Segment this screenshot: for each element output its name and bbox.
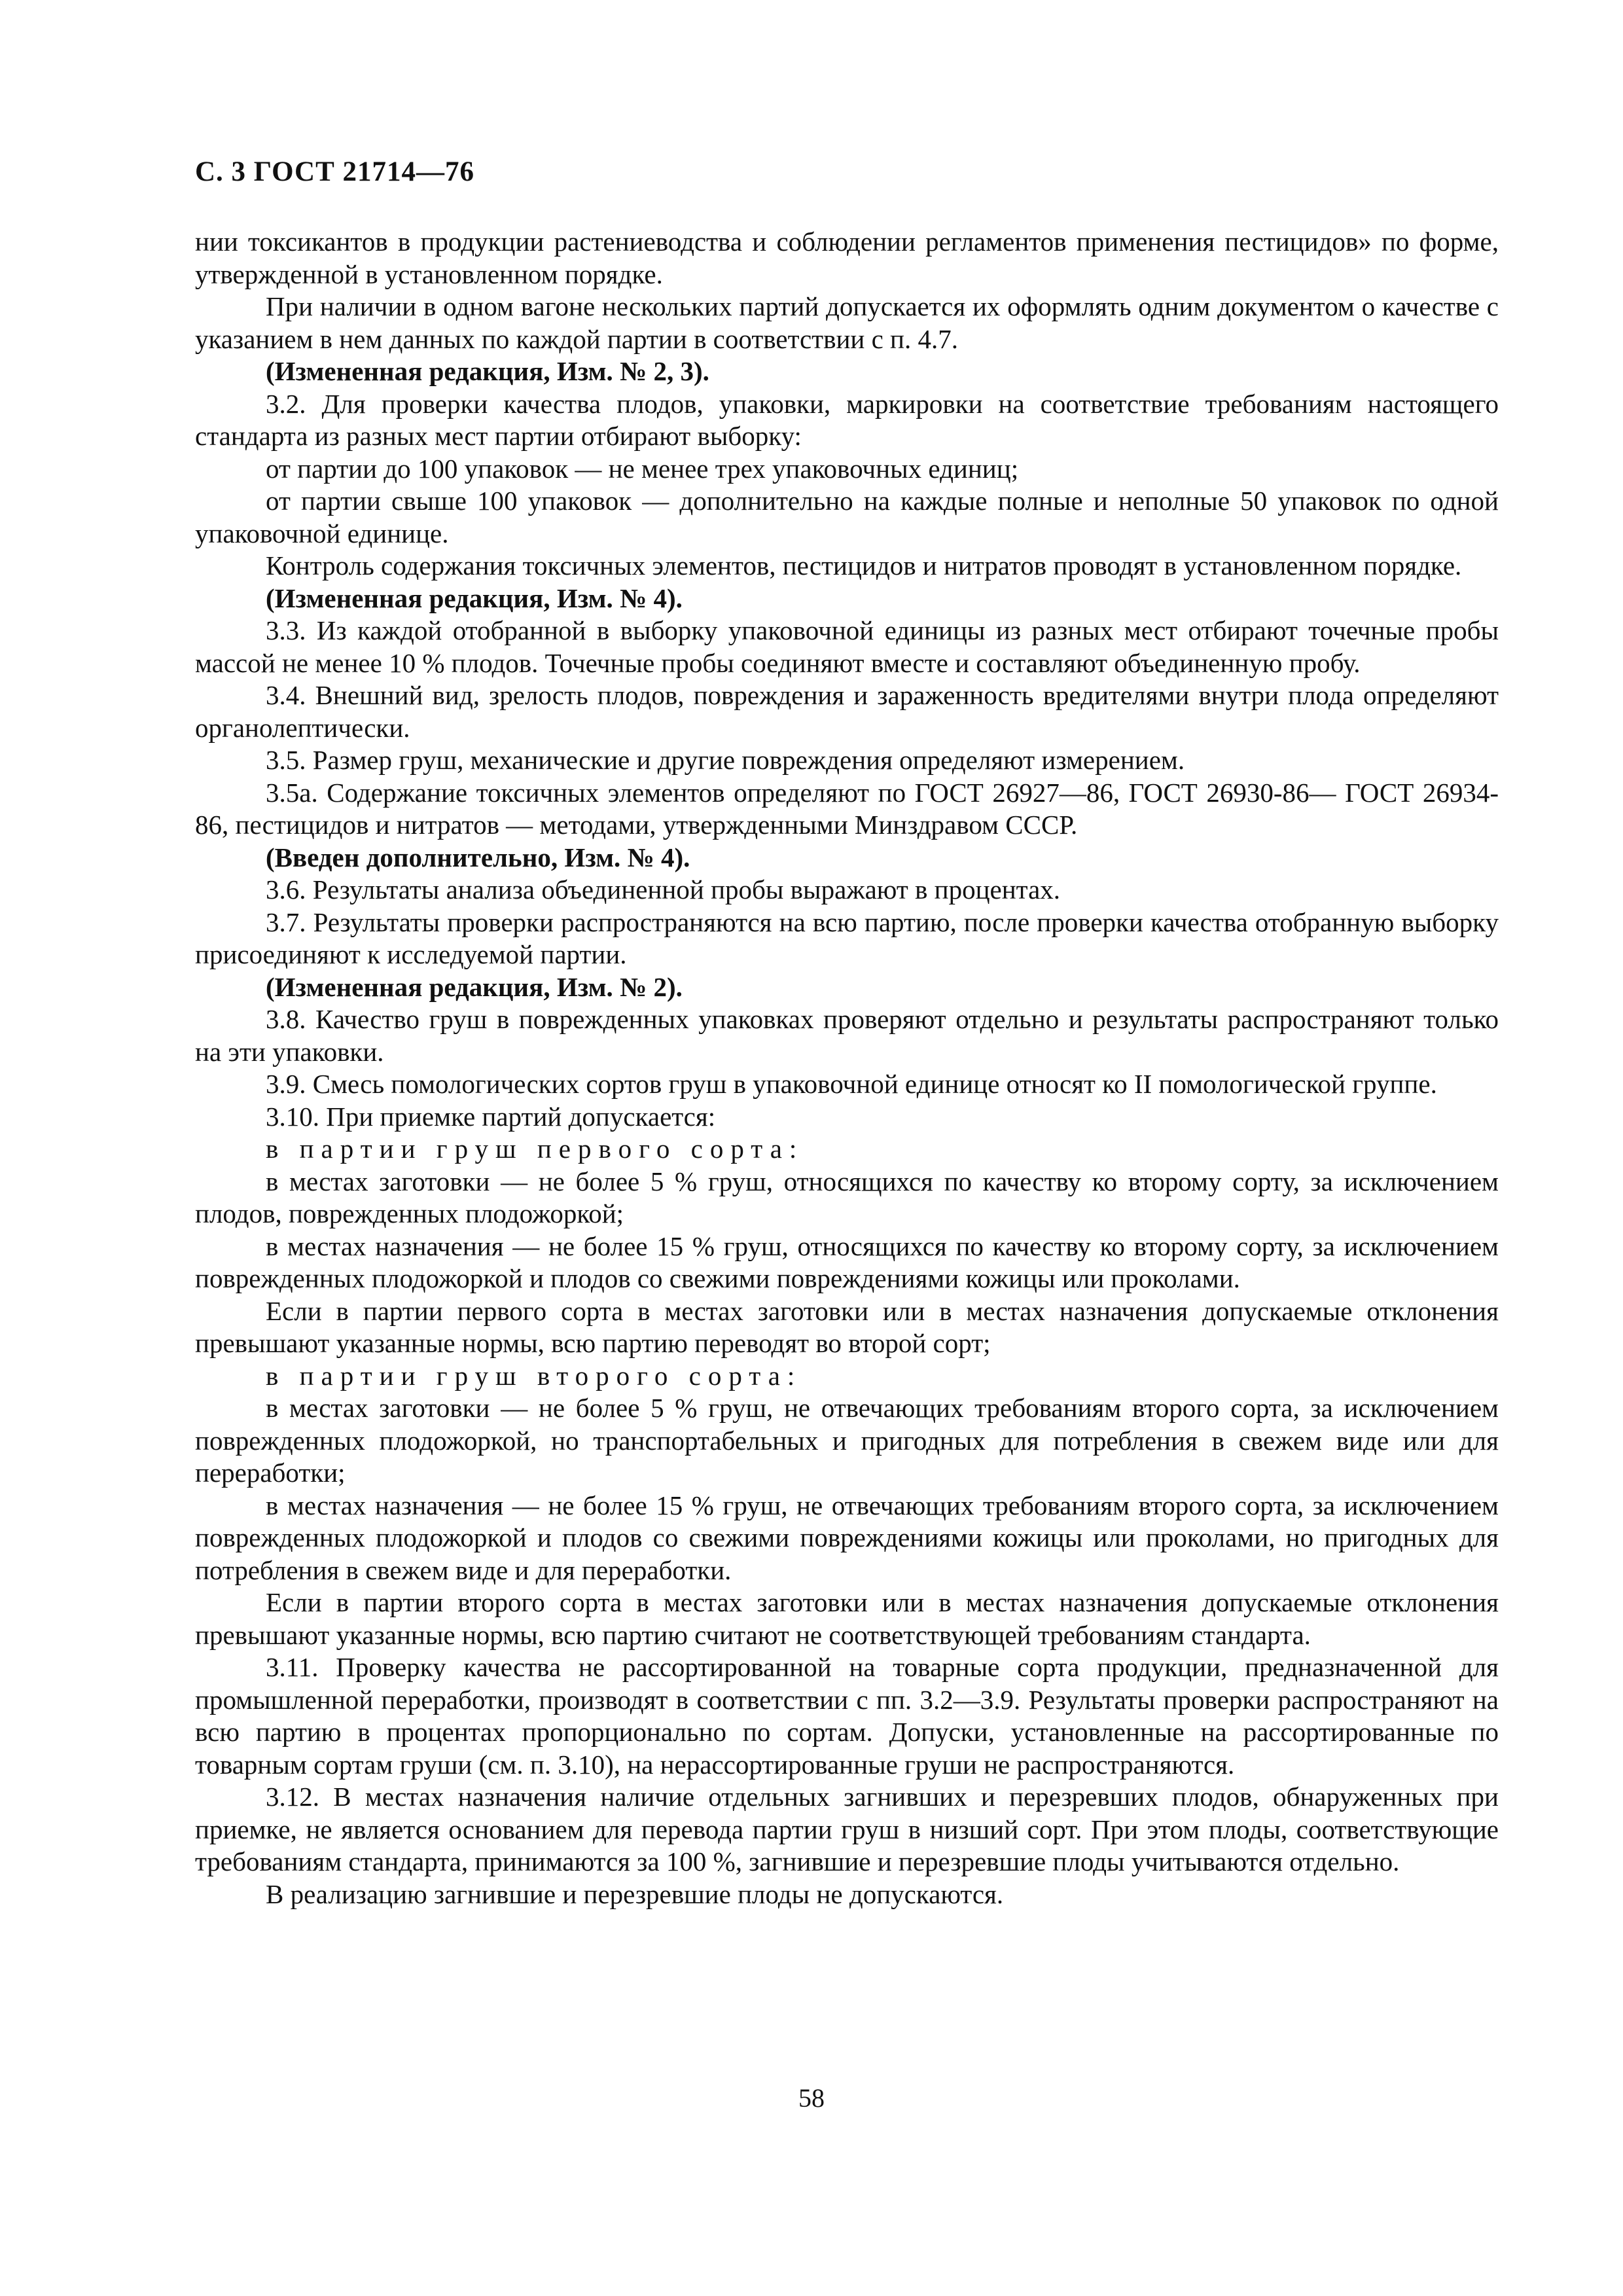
paragraph: в партии груш первого сорта:: [266, 1134, 804, 1164]
paragraph: 3.3. Из каждой отобранной в выборку упаковочной единицы из разных мест отбирают точечные пробы массой не менее 10 % плодов. Точечные пробы соединяют вместе и составляют объединенную пробу.: [195, 615, 1499, 678]
paragraph: от партии свыше 100 упаковок — дополнительно на каждые полные и неполные 50 упаковок по одной упаковочной единице.: [195, 486, 1499, 548]
paragraph: в местах заготовки — не более 5 % груш, относящихся по качеству ко второму сорту, за исключением плодов, поврежденных плодожоркой;: [195, 1166, 1499, 1229]
paragraph: 3.5. Размер груш, механические и другие повреждения определяют измерением.: [266, 745, 1185, 775]
page-header: С. 3 ГОСТ 21714—76: [195, 156, 475, 187]
paragraph: Контроль содержания токсичных элементов, пестицидов и нитратов проводят в установленном порядке.: [266, 550, 1462, 581]
paragraph: в местах назначения — не более 15 % груш, не отвечающих требованиям второго сорта, за исключением поврежденных плодожоркой и плодов со свежими повреждениями кожицы или проколами, но пригодных для потребления в свежем виде и для переработки.: [195, 1490, 1499, 1585]
paragraph: Если в партии второго сорта в местах заготовки или в местах назначения допускаемые отклонения превышают указанные нормы, всю партию считают не соответствующей требованиям стандарта.: [195, 1587, 1499, 1650]
paragraph: 3.5а. Содержание токсичных элементов определяют по ГОСТ 26927—86, ГОСТ 26930-86— ГОСТ 26934-86, пестицидов и нитратов — методами, утвержденными Минздравом СССР.: [195, 777, 1499, 840]
paragraph: от партии до 100 упаковок — не менее трех упаковочных единиц;: [266, 453, 1019, 484]
paragraph: в местах заготовки — не более 5 % груш, не отвечающих требованиям второго сорта, за исключением поврежденных плодожоркой, но транспортабельных и пригодных для потребления в свежем виде или для переработки;: [195, 1393, 1499, 1488]
paragraph: При наличии в одном вагоне нескольких партий допускается их оформлять одним документом о качестве с указанием в нем данных по каждой партии в соответствии с п. 4.7.: [195, 291, 1499, 354]
paragraph: 3.8. Качество груш в поврежденных упаковках проверяют отдельно и результаты распространяют только на эти упаковки.: [195, 1004, 1499, 1067]
paragraph: в партии груш второго сорта:: [266, 1360, 802, 1391]
paragraph: 3.2. Для проверки качества плодов, упаковки, маркировки на соответствие требованиям настоящего стандарта из разных мест партии отбирают выборку:: [195, 388, 1499, 451]
paragraph: 3.4. Внешний вид, зрелость плодов, повреждения и зараженность вредителями внутри плода определяют органолептически.: [195, 680, 1499, 743]
paragraph: (Измененная редакция, Изм. № 2).: [266, 971, 683, 1002]
paragraph: Если в партии первого сорта в местах заготовки или в местах назначения допускаемые отклонения превышают указанные нормы, всю партию переводят во второй сорт;: [195, 1295, 1499, 1358]
paragraph: (Измененная редакция, Изм. № 4).: [266, 583, 683, 613]
page-number: 58: [798, 2083, 825, 2113]
paragraph: В реализацию загнившие и перезревшие плоды не допускаются.: [266, 1878, 1004, 1909]
paragraph: (Измененная редакция, Изм. № 2, 3).: [266, 356, 709, 386]
paragraph: (Введен дополнительно, Изм. № 4).: [266, 842, 690, 872]
paragraph: в местах назначения — не более 15 % груш, относящихся по качеству ко второму сорту, за исключением поврежденных плодожоркой и плодов со свежими повреждениями кожицы или проколами.: [195, 1230, 1499, 1293]
paragraph: 3.7. Результаты проверки распространяются на всю партию, после проверки качества отобранную выборку присоединяют к исследуемой партии.: [195, 906, 1499, 969]
paragraph: 3.10. При приемке партий допускается:: [266, 1101, 716, 1132]
paragraph: 3.11. Проверку качества не рассортированной на товарные сорта продукции, предназначенной для промышленной переработки, производят в соответствии с пп. 3.2—3.9. Результаты проверки распространяют на всю партию в процентах пропорционально по сортам. Допуски, установленные на рассортированные по товарным сортам груши (см. п. 3.10), на нерассортированные груши не распространяются.: [195, 1652, 1499, 1780]
paragraph: 3.6. Результаты анализа объединенной пробы выражают в процентах.: [266, 874, 1061, 905]
paragraph: 3.9. Смесь помологических сортов груш в упаковочной единице относят ко II помологической группе.: [266, 1069, 1437, 1099]
paragraph: 3.12. В местах назначения наличие отдельных загнивших и перезревших плодов, обнаруженных при приемке, не является основанием для перевода партии груш в низший сорт. При этом плоды, соответствующие требованиям стандарта, принимаются за 100 %, загнившие и перезревшие плоды учитываются отдельно.: [195, 1782, 1499, 1876]
document-body: [195, 226, 1499, 1910]
paragraph: нии токсикантов в продукции растениеводства и соблюдении регламентов применения пестицидов» по форме, утвержденной в установленном порядке.: [195, 226, 1499, 289]
